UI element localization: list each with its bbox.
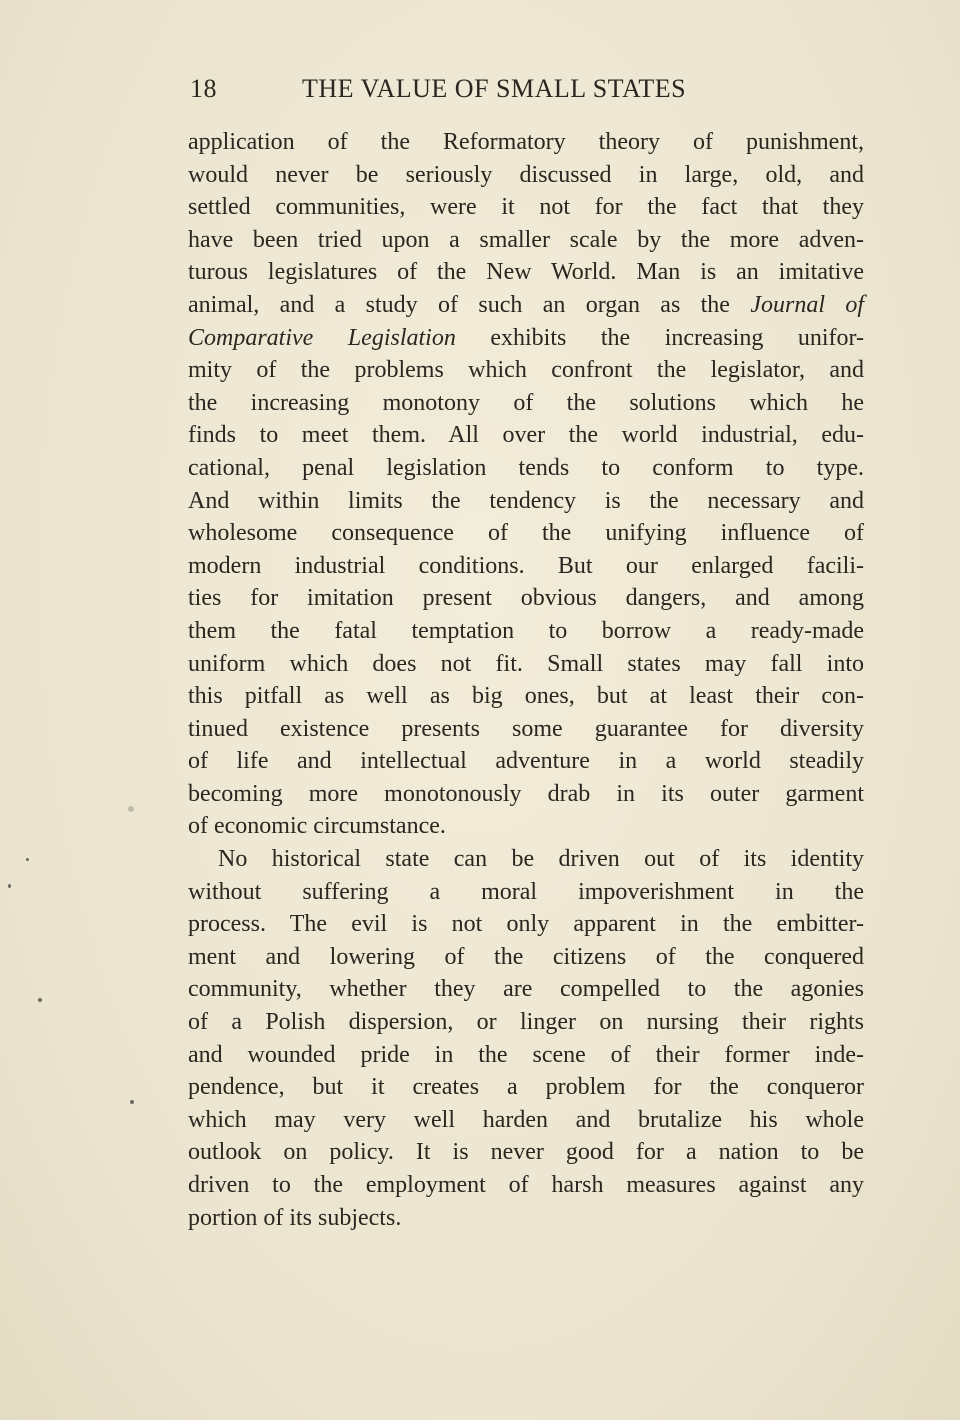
- text-line: settled communities, were it not for the fact that they: [188, 194, 864, 221]
- text-line: of a Polish dispersion, or linger on nursing their rights: [188, 1009, 864, 1036]
- text-line: them the fatal temptation to borrow a ready-made: [188, 617, 864, 644]
- text-line: pendence, but it creates a problem for the conqueror: [188, 1074, 864, 1101]
- paper-speck: [26, 858, 29, 861]
- text-line: and wounded pride in the scene of their former inde-: [188, 1041, 864, 1068]
- text-line: outlook on policy. It is never good for a nation to be: [188, 1139, 864, 1166]
- text-line: portion of its subjects.: [188, 1204, 402, 1231]
- text-line: mity of the problems which confront the legislator, and: [188, 357, 864, 384]
- text-line: cational, penal legislation tends to conform to type.: [188, 454, 864, 481]
- paper-speck: [128, 806, 134, 812]
- text-line: community, whether they are compelled to the agonies: [188, 976, 864, 1003]
- italic-title: Comparative Legislation: [188, 324, 456, 351]
- text-line: wholesome consequence of the unifying influence of: [188, 520, 864, 547]
- text-line: tinued existence presents some guarantee for diversity: [188, 715, 864, 742]
- paper-speck: [130, 1100, 134, 1104]
- text-line: finds to meet them. All over the world industrial, edu-: [188, 422, 864, 449]
- text-line: ties for imitation present obvious dangers, and among: [188, 585, 864, 612]
- text-line: ment and lowering of the citizens of the conquered: [188, 943, 864, 970]
- text-line: animal, and a study of such an organ as the Journal of: [188, 291, 865, 318]
- text-line: of life and intellectual adventure in a world steadily: [188, 748, 864, 775]
- running-head: THE VALUE OF SMALL STATES: [302, 74, 687, 103]
- text-line: Comparative Legislation exhibits the increasing unifor-: [188, 324, 864, 351]
- text-line: And within limits the tendency is the necessary and: [188, 487, 864, 514]
- text-line: the increasing monotony of the solutions which he: [188, 389, 864, 416]
- body-text: [188, 126, 864, 1234]
- paper-speck: [8, 884, 11, 888]
- text-line: No historical state can be driven out of its identity: [218, 846, 864, 873]
- text-line: this pitfall as well as big ones, but at least their con-: [188, 683, 864, 710]
- paper-speck: [38, 998, 42, 1002]
- text-line: have been tried upon a smaller scale by the more adven-: [188, 226, 864, 253]
- text-line: turous legislatures of the New World. Man is an imitative: [188, 259, 864, 286]
- text-line: driven to the employment of harsh measures against any: [188, 1172, 864, 1198]
- text-line: modern industrial conditions. But our enlarged facili-: [188, 552, 864, 579]
- text-line: would never be seriously discussed in large, old, and: [188, 161, 864, 188]
- text-line: becoming more monotonously drab in its outer garment: [188, 780, 864, 807]
- text-line: which may very well harden and brutalize his whole: [188, 1106, 864, 1133]
- text-line: process. The evil is not only apparent in the embitter-: [188, 911, 864, 938]
- page-header: [190, 74, 758, 108]
- page-number: 18: [190, 74, 217, 103]
- text-line: of economic circumstance.: [188, 813, 446, 840]
- text-line: application of the Reformatory theory of punishment,: [188, 129, 864, 155]
- italic-title: Journal of: [750, 291, 865, 318]
- text-line: without suffering a moral impoverishment in the: [188, 878, 864, 905]
- text-line: uniform which does not fit. Small states may fall into: [188, 650, 864, 677]
